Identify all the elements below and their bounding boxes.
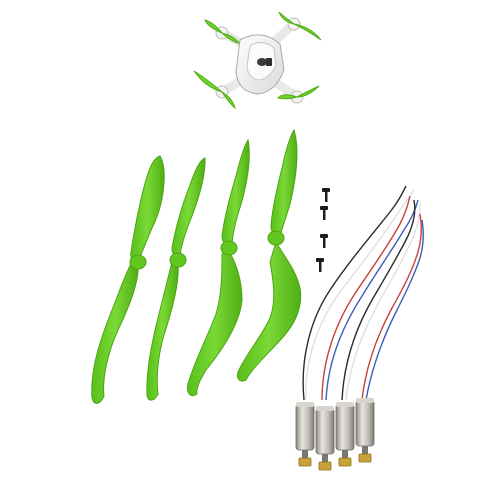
motor-wires [303, 186, 423, 400]
propeller-set [92, 130, 301, 403]
motor-4 [356, 398, 374, 462]
motor-1 [296, 402, 314, 466]
motor-2 [316, 406, 334, 470]
drone [194, 12, 321, 108]
screw-2 [320, 206, 328, 220]
motor-set [296, 398, 374, 470]
screw-3 [320, 234, 328, 248]
screw-set [316, 188, 330, 272]
screw-4 [316, 258, 324, 272]
motor-3 [336, 402, 354, 466]
screw-1 [322, 188, 330, 202]
